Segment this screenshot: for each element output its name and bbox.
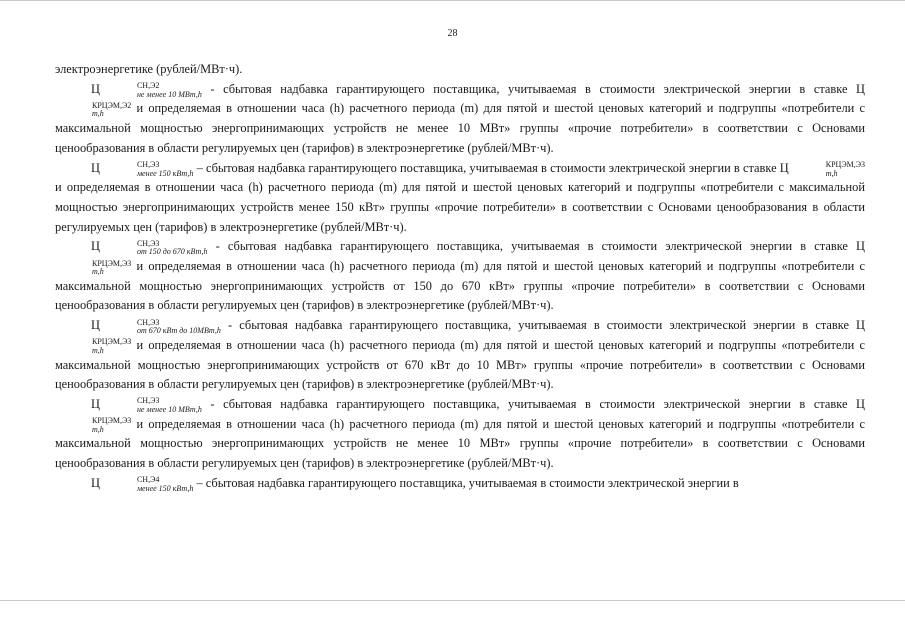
formula-superscript: СН,Э3 [136,238,160,248]
formula-subscript: от 670 кВт до 10МВт,h [136,326,221,336]
definition-paragraph [55,80,865,159]
formula-superscript: КРЦЭМ,Э3 [92,258,132,268]
formula-symbol: Ц [91,396,100,411]
formula-indices [101,397,202,414]
bottom-rule [0,600,905,601]
formula-superscript: КРЦЭМ,Э3 [92,337,132,347]
document-body [55,60,865,493]
formula-subscript: не менее 10 МВт,h [136,404,202,414]
definition-text: - сбытовая надбавка гарантирующего поставщика, учитываемая в стоимости электрической энергии в ставке [201,81,857,96]
definition-paragraph [55,159,865,238]
intro-line: электроэнергетике (рублей/МВт·ч). [55,62,243,76]
formula-symbol: Ц [91,81,100,96]
definition-text: и определяемая в отношении часа (h) расчетного периода (m) для пятой и шестой ценовых категорий и подгруппы «потребители с максимальной мощностью энергопринимающих устройств не менее 10 МВт» группы «прочие потребители» в соответствии с Основами ценообразования в области регулируемых цен (тарифов) в электроэнергетике (рублей/МВт·ч). [55,101,865,155]
definition-text: - сбытовая надбавка гарантирующего поставщика, учитываемая в стоимости электрической энергии в ставке [207,239,857,254]
definition-paragraph [55,316,865,395]
formula-superscript: СН,Э2 [136,81,160,91]
definition-text: и определяемая в отношении часа (h) расчетного периода (m) для пятой и шестой ценовых категорий и подгруппы «потребители с максимальной мощностью энергопринимающих устройств от 150 до 670 кВт» группы «прочие потребители» в соответствии с Основами ценообразования в области регулируемых цен (тарифов) в электроэнергетике (рублей/МВт·ч). [55,259,865,313]
definition-text: – сбытовая надбавка гарантирующего поставщика, учитываемая в стоимости электрической энергии в ставке [193,160,780,175]
formula-subscript: m,h [92,267,104,277]
formula-subscript: менее 150 кВт,h [136,168,194,178]
formula-symbol: Ц [91,239,100,254]
formula-indices [101,476,193,493]
formula-superscript: СН,Э3 [136,317,160,327]
definition-text: - сбытовая надбавка гарантирующего поставщика, учитываемая в стоимости электрической энергии в ставке [201,396,857,411]
formula-symbol: Ц [91,475,100,490]
formula-indices [56,260,131,277]
definition-paragraph [55,237,865,316]
formula-indices [101,82,202,99]
formula-symbol: Ц [856,396,865,411]
formula-subscript: m,h [825,168,838,178]
page-number: 28 [447,28,458,39]
definition-text: - сбытовая надбавка гарантирующего поставщика, учитываемая в стоимости электрической энергии в ставке [220,318,857,333]
formula-symbol: Ц [856,318,865,333]
formula-superscript: КРЦЭМ,Э3 [92,416,132,426]
formula-indices [790,161,865,178]
formula-superscript: СН,Э3 [136,396,160,406]
definition-paragraph [55,395,865,474]
definition-paragraph [55,474,865,494]
formula-indices [56,417,131,434]
formula-indices [56,102,131,119]
formula-subscript: m,h [92,424,104,434]
formula-indices [101,319,221,336]
formula-subscript: менее 150 кВт,h [136,483,194,493]
formula-indices [101,161,193,178]
definition-text: и определяемая в отношении часа (h) расчетного периода (m) для пятой и шестой ценовых категорий и подгруппы «потребители с максимальной мощностью энергопринимающих устройств от 670 кВт до 10 МВт» группы «прочие потребители» в соответствии с Основами ценообразования в области регулируемых цен (тарифов) в электроэнергетике (рублей/МВт·ч). [55,337,865,392]
formula-subscript: m,h [92,109,104,119]
formula-symbol: Ц [91,318,100,333]
definition-text: – сбытовая надбавка гарантирующего поставщика, учитываемая в стоимости электрической энергии в [193,475,739,490]
formula-symbol: Ц [779,160,789,175]
formula-indices [101,240,208,257]
formula-superscript: СН,Э3 [136,160,160,170]
formula-subscript: от 150 до 670 кВт,h [136,247,208,257]
formula-superscript: КРЦЭМ,Э2 [92,100,132,110]
formula-symbol: Ц [856,239,865,254]
formula-superscript: СН,Э4 [136,475,160,485]
definition-text: и определяемая в отношении часа (h) расчетного периода (m) для пятой и шестой ценовых категорий и подгруппы «потребители с максимальной мощностью энергопринимающих устройств менее 150 кВт» группы «прочие потребители» в соответствии с Основами ценообразования в области регулируемых цен (тарифов) в электроэнергетике (рублей/МВт·ч). [55,180,865,234]
formula-superscript: КРЦЭМ,Э3 [825,160,865,170]
formula-subscript: не менее 10 МВт,h [136,89,202,99]
formula-symbol: Ц [856,81,865,96]
formula-subscript: m,h [92,345,104,355]
formula-indices [56,338,131,355]
top-rule [0,0,905,1]
formula-symbol: Ц [91,160,100,175]
definition-text: и определяемая в отношении часа (h) расчетного периода (m) для пятой и шестой ценовых категорий и подгруппы «потребители с максимальной мощностью энергопринимающих устройств не менее 10 МВт» группы «прочие потребители» в соответствии с Основами ценообразования в области регулируемых цен (тарифов) в электроэнергетике (рублей/МВт·ч). [55,416,865,471]
